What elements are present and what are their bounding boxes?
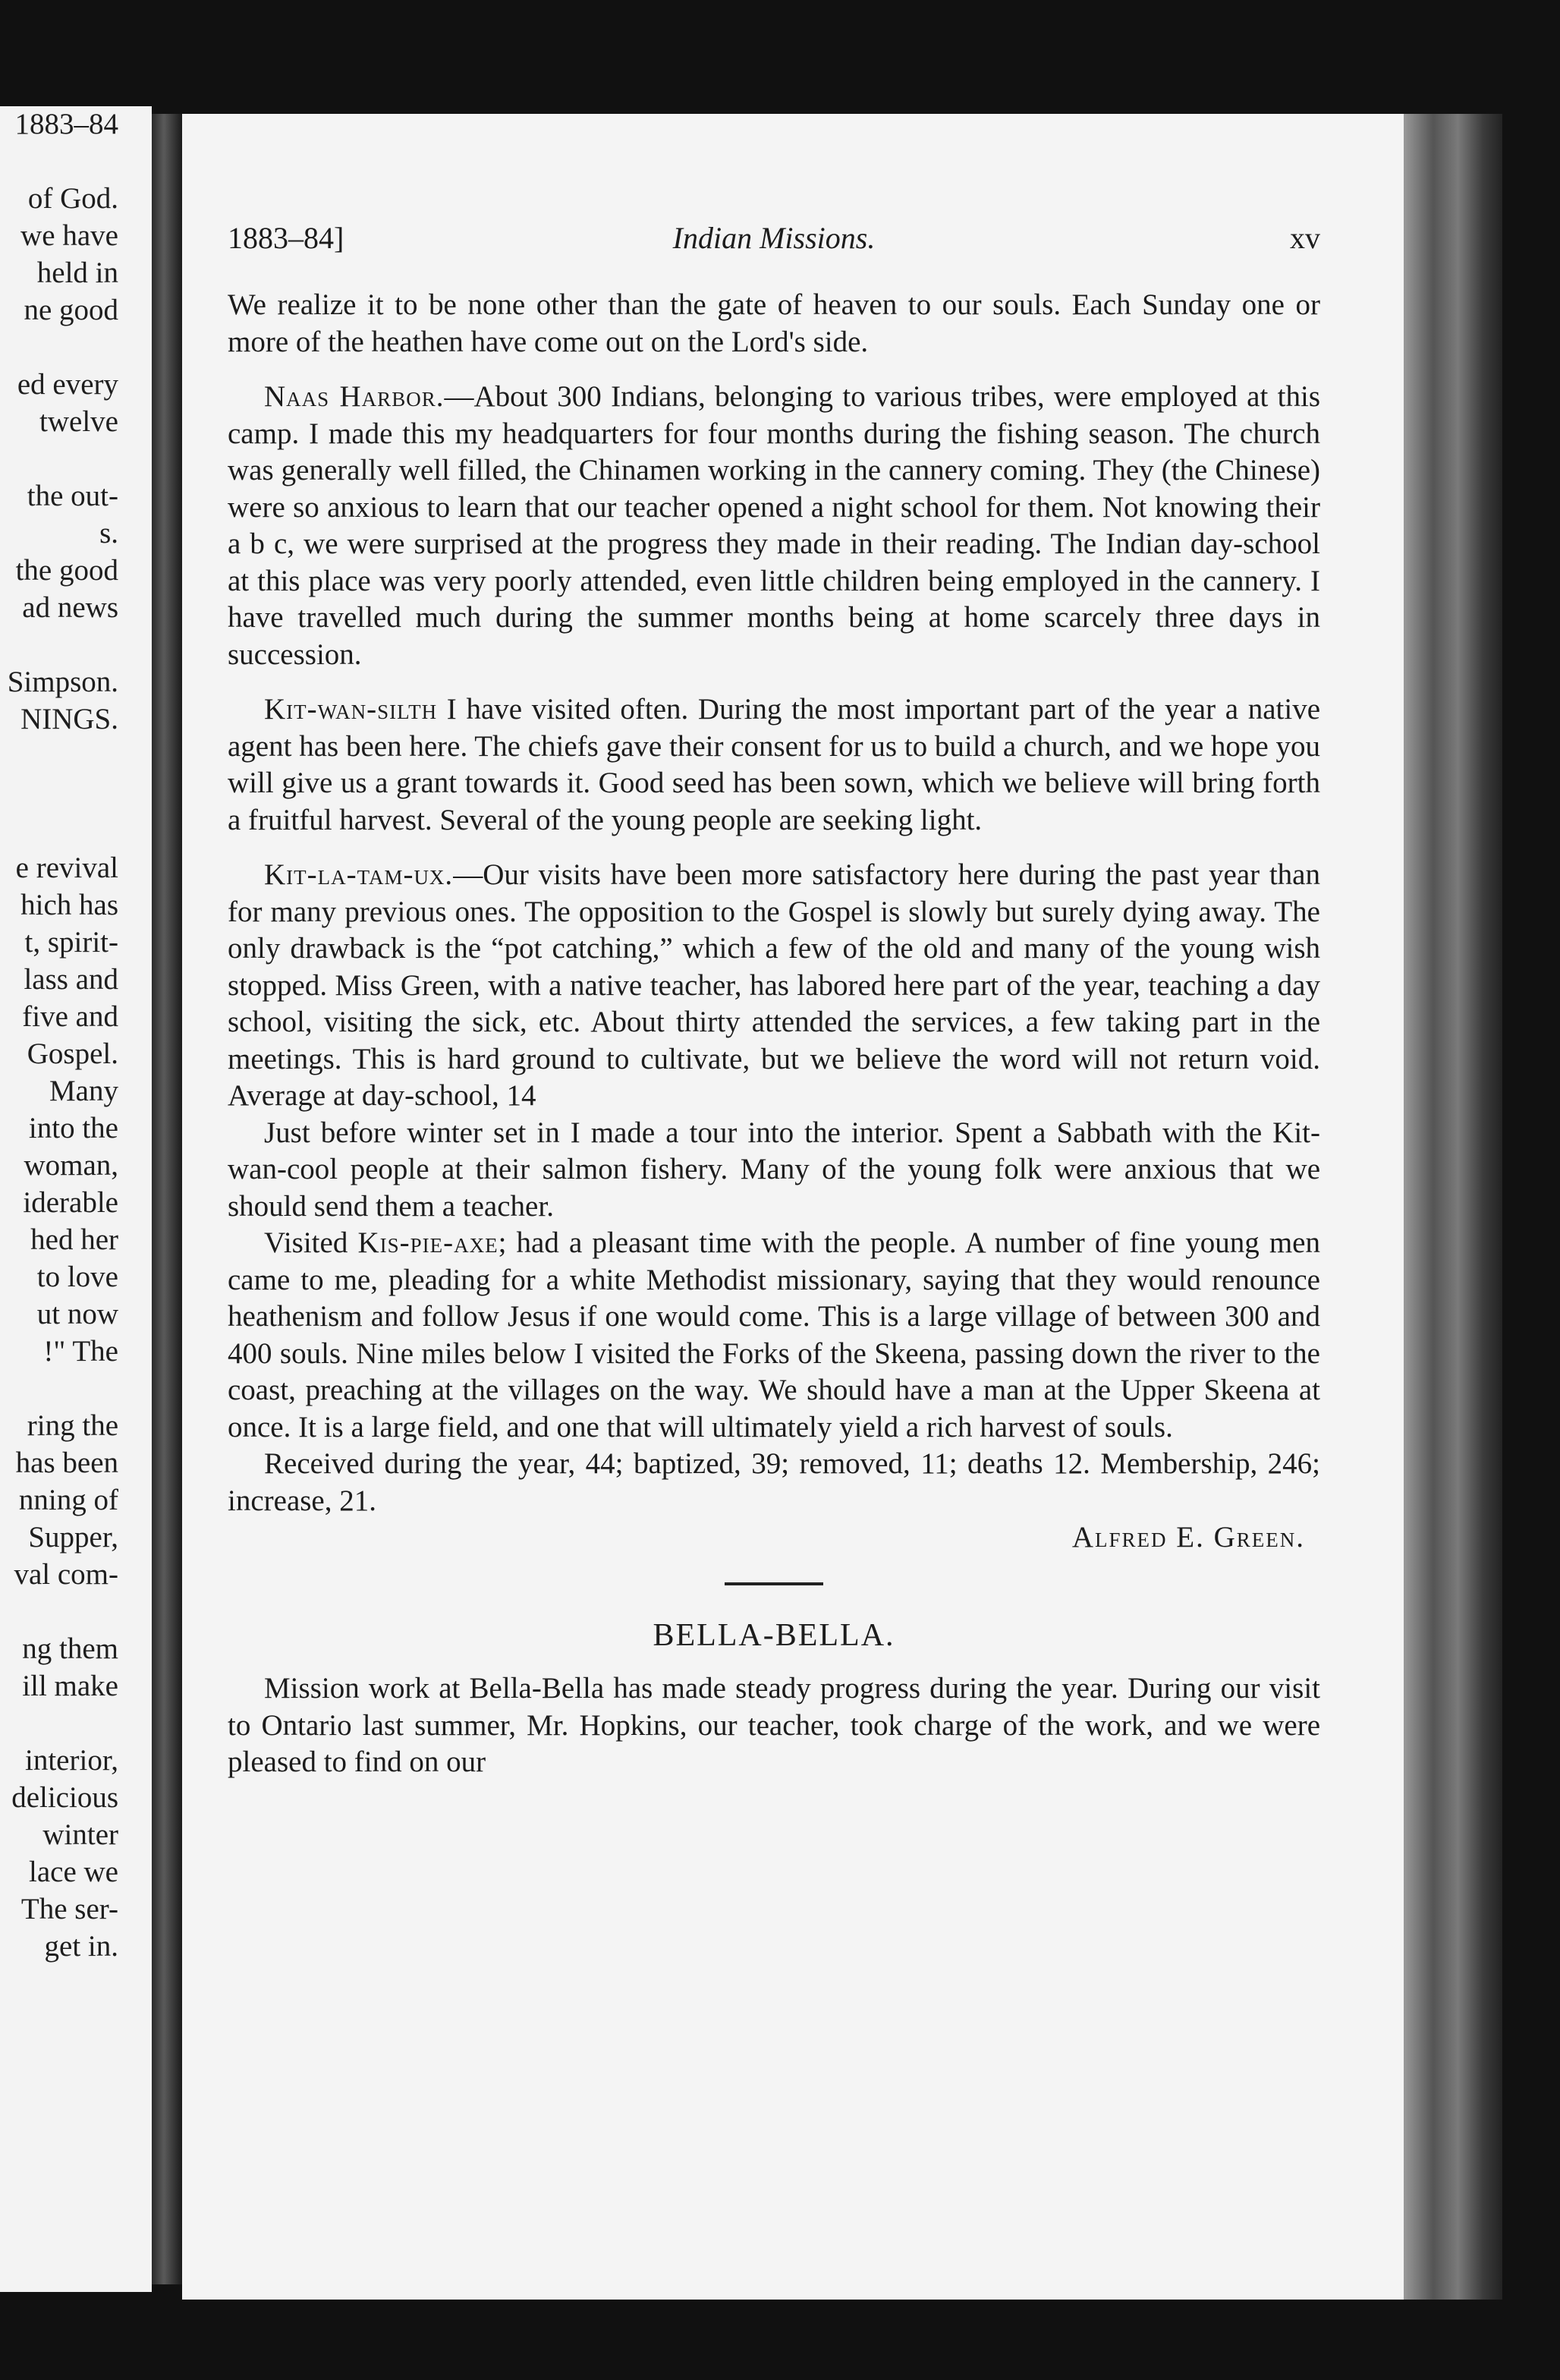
header-title: Indian Missions.	[672, 221, 876, 255]
paragraph-opening: We realize it to be none other than the gate of heaven to our souls. Each Sunday one or more of the heathen have come out on the Lord's side.	[228, 288, 1320, 358]
previous-page-line: iderable	[23, 1186, 118, 1219]
previous-page-line: t, spirit-	[24, 926, 118, 959]
previous-page-line: Simpson.	[7, 666, 118, 698]
signature: Alfred E. Green.	[1071, 1521, 1305, 1554]
paragraph-kit-la-tam-ux-text: —Our visits have been more satisfactory here during the past year than for many previous ones. The opposition to the Gospel is slowly but surely dying away. The only drawback is the “pot catching,” which a few of the old and many of the young wish stopped. Miss Green, with a native teacher, has labored here part of the year, teaching a day school, visiting the sick, etc. About thirty attended the services, a few taking part in the meetings. This is hard ground to cultivate, but we believe the word will not return void. Average at day-school, 14	[228, 858, 1320, 1112]
paragraph-kit-wan-silth-text: I have visited often. During the most important part of the year a native agent has been here. The chiefs gave their consent for us to build a church, and we hope you will give us a grant towards it. Good seed has been sown, which we believe will bring forth a fruitful harvest. Several of the young people are seeking light.	[228, 693, 1320, 836]
previous-page-line: of God.	[27, 182, 118, 215]
book-gutter	[152, 114, 182, 2284]
previous-page-line: ring the	[27, 1409, 118, 1442]
previous-page-line: 1883–84	[14, 108, 118, 140]
previous-page-line: has been	[15, 1447, 118, 1479]
previous-page-line: hed her	[30, 1223, 118, 1256]
previous-page-line: twelve	[39, 405, 118, 438]
previous-page-line: ed every	[17, 368, 118, 401]
paragraph-naas-text: —About 300 Indians, belonging to various tribes, were employed at this camp. I made this my headquarters for four months during the fishing season. The church was generally well filled, the Chinamen working in the cannery coming. They (the Chinese) were so anxious to learn that our teacher opened a night school for them. Not knowing their a b c, we were surprised at the progress they made in their reading. The Indian day-school at this place was very poorly attended, even little children being employed in the cannery. I have travelled much during the summer months being at home scarcely three days in succession.	[228, 380, 1321, 671]
previous-page-line: val com-	[14, 1558, 118, 1591]
paragraph-kit-wan-silth	[228, 691, 1320, 839]
previous-page-line: the good	[15, 554, 118, 587]
previous-page-line: into the	[28, 1112, 118, 1144]
previous-page-line: ne good	[24, 294, 118, 326]
page-number: xv	[1290, 221, 1320, 255]
previous-page-line: interior,	[25, 1744, 118, 1777]
page-body	[228, 287, 1320, 1799]
previous-page-line: five and	[22, 1000, 118, 1033]
previous-page-line: ng them	[22, 1632, 118, 1665]
place-name-naas-harbor: Naas Harbor.	[264, 380, 445, 413]
paragraph-winter-tour: Just before winter set in I made a tour into the interior. Spent a Sabbath with the Kit-wan-cool people at their salmon fishery. Many of the young folk were anxious that we should send them a teacher.	[228, 1116, 1320, 1223]
previous-page-line: nning of	[18, 1484, 118, 1516]
book-page	[182, 114, 1404, 2300]
previous-page-line: Gospel.	[27, 1037, 118, 1070]
paragraph-kis-pie-axe-text: ; had a pleasant time with the people. A number of fine young men came to me, pleading for a white Methodist missionary, saying that they would renounce heathenism and follow Jesus if one would come. This is a large village of between 300 and 400 souls. Nine miles below I visited the Forks of the Skeena, passing down the river to the coast, preaching at the villages on the way. We should have a man at the Upper Skeena at once. It is a large field, and one that will ultimately yield a rich harvest of souls.	[228, 1226, 1320, 1443]
previous-page	[0, 106, 152, 2292]
place-name-kit-la-tam-ux: Kit-la-tam-ux.	[264, 858, 454, 891]
previous-page-line: NINGS.	[20, 703, 118, 735]
page-stack-edge	[1404, 114, 1502, 2300]
previous-page-line: ad news	[22, 591, 118, 624]
previous-page-line: The ser-	[20, 1893, 118, 1925]
paragraph-naas-harbor	[228, 379, 1320, 673]
section-title: BELLA-BELLA.	[653, 1617, 895, 1653]
previous-page-line: e revival	[15, 852, 118, 884]
previous-page-line: ut now	[36, 1298, 118, 1330]
header-year: 1883–84]	[228, 221, 344, 255]
paragraph-statistics: Received during the year, 44; baptized, 39; removed, 11; deaths 12. Membership, 246; increase, 21.	[228, 1447, 1320, 1517]
previous-page-line: held in	[36, 257, 118, 289]
previous-page-line: we have	[20, 219, 118, 252]
section-divider	[725, 1582, 823, 1585]
previous-page-line: to love	[36, 1261, 118, 1293]
place-name-kit-wan-silth: Kit-wan-silth	[264, 693, 438, 726]
previous-page-line: !" The	[43, 1335, 118, 1368]
paragraph-kis-pie-axe	[228, 1225, 1320, 1446]
previous-page-line: ill make	[22, 1670, 118, 1702]
previous-page-line: winter	[42, 1818, 118, 1851]
previous-page-line: delicious	[11, 1781, 118, 1814]
previous-page-line: lace we	[29, 1856, 118, 1888]
previous-page-line: hich has	[20, 889, 118, 921]
place-name-kis-pie-axe: Kis-pie-axe	[357, 1226, 499, 1259]
previous-page-line: woman,	[24, 1149, 118, 1182]
paragraph-kit-la-tam-ux	[228, 857, 1320, 1115]
visited-prefix: Visited	[264, 1226, 358, 1259]
previous-page-line: lass and	[24, 963, 118, 996]
previous-page-line: Supper,	[28, 1521, 118, 1554]
paragraph-bella-bella: Mission work at Bella-Bella has made steady progress during the year. During our visit to Ontario last summer, Mr. Hopkins, our teacher, took charge of the work, and we were pleased to find on our	[228, 1672, 1320, 1778]
running-header	[228, 220, 1320, 266]
previous-page-line: get in.	[44, 1930, 118, 1963]
previous-page-line: the out-	[27, 480, 118, 512]
previous-page-line: s.	[99, 517, 118, 549]
previous-page-line: Many	[49, 1075, 118, 1107]
